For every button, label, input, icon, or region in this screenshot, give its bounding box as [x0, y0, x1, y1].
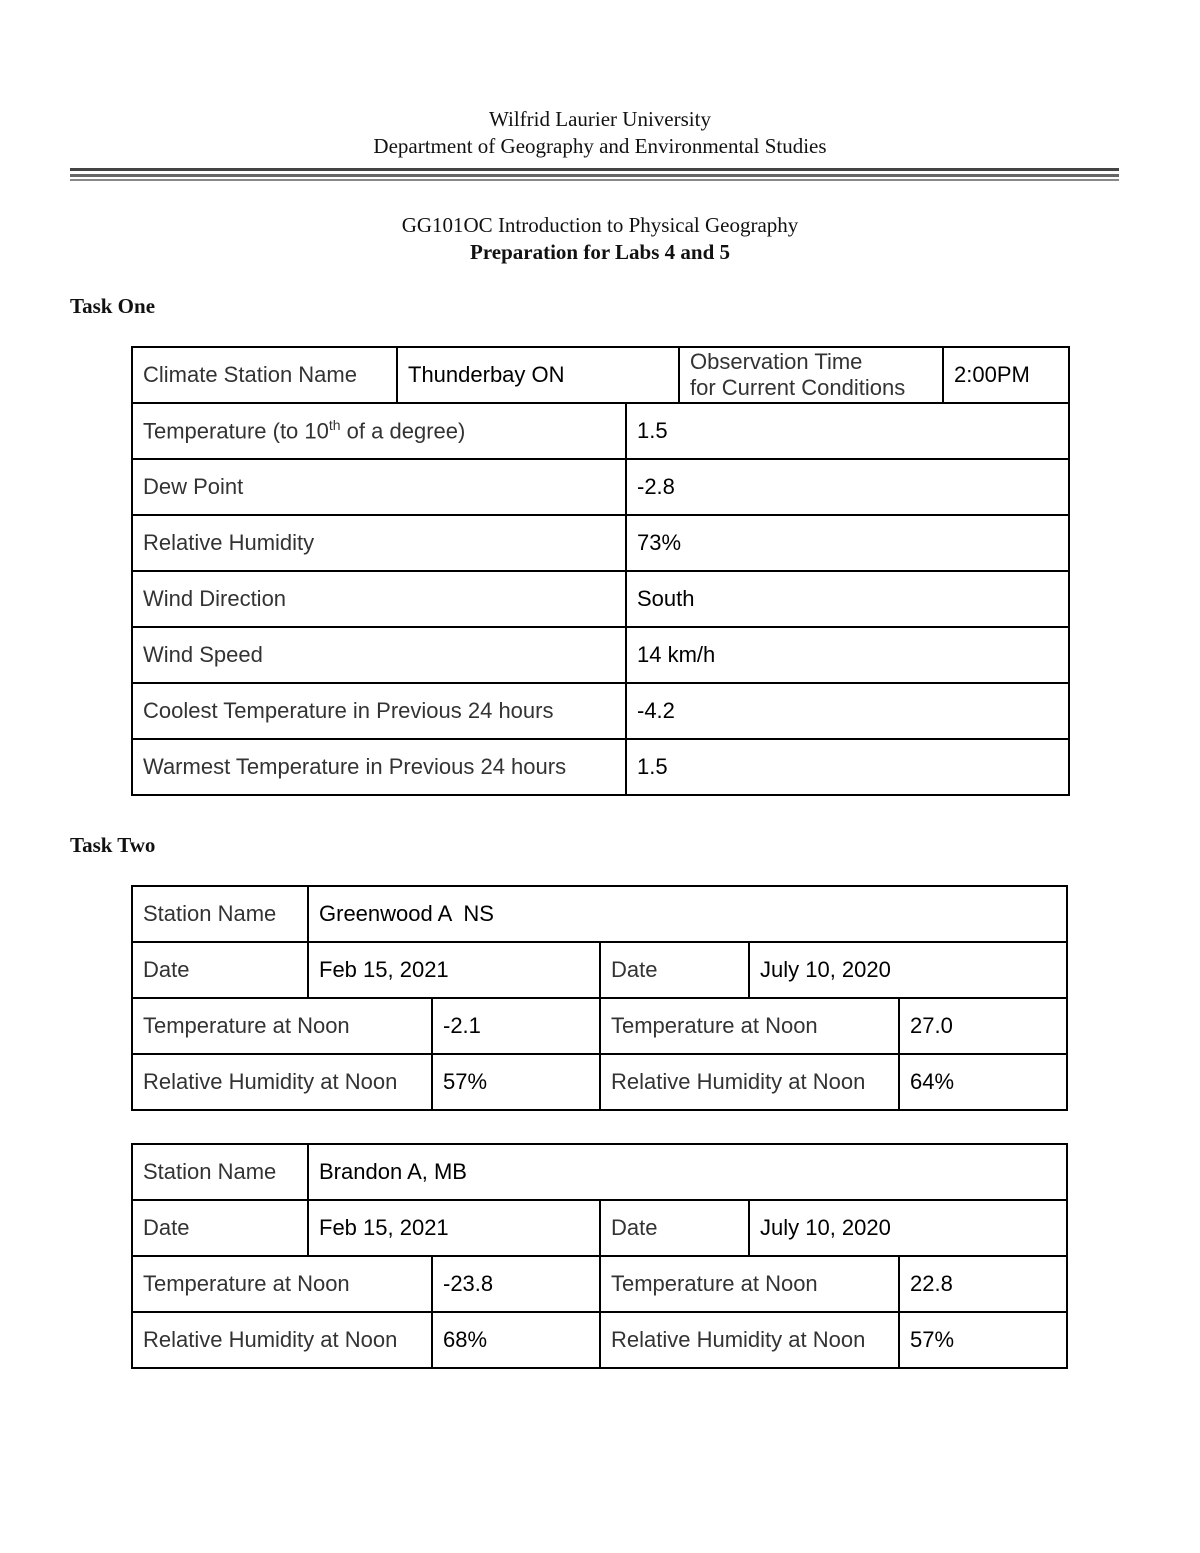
- header-divider-3: [70, 179, 1119, 181]
- noon-humidity-label: Relative Humidity at Noon: [132, 1312, 432, 1368]
- date-label: Date: [600, 1200, 749, 1256]
- table-row: [132, 1256, 1067, 1312]
- winter-date-value: Feb 15, 2021: [308, 942, 600, 998]
- wind-direction-label: Wind Direction: [132, 571, 626, 627]
- table-row: [132, 683, 1069, 739]
- temperature-label: [132, 403, 626, 459]
- dew-point-value: -2.8: [626, 459, 1069, 515]
- coolest-temperature-label: Coolest Temperature in Previous 24 hours: [132, 683, 626, 739]
- noon-humidity-label: Relative Humidity at Noon: [600, 1312, 899, 1368]
- noon-temperature-label: Temperature at Noon: [600, 998, 899, 1054]
- station-name-label: Station Name: [132, 1144, 308, 1200]
- temperature-value: 1.5: [626, 403, 1069, 459]
- table-row: [132, 515, 1069, 571]
- observation-time-value: 2:00PM: [943, 347, 1069, 403]
- warmest-temperature-value: 1.5: [626, 739, 1069, 795]
- station-name-value: Greenwood A NS: [308, 886, 1067, 942]
- table-row: [132, 571, 1069, 627]
- wind-direction-value: South: [626, 571, 1069, 627]
- station-name-value: Brandon A, MB: [308, 1144, 1067, 1200]
- temperature-label-superscript: th: [328, 417, 341, 434]
- document-subtitle: Preparation for Labs 4 and 5: [470, 240, 730, 264]
- observation-time-label-line1: Observation Time: [690, 349, 863, 374]
- table-row: [132, 347, 1069, 403]
- table-row: [132, 886, 1067, 942]
- date-label: Date: [600, 942, 749, 998]
- table-row: [132, 403, 1069, 459]
- observation-time-label: [679, 347, 943, 403]
- table-row: [132, 1144, 1067, 1200]
- table-row: [132, 1312, 1067, 1368]
- winter-noon-temperature-value: -2.1: [432, 998, 600, 1054]
- observation-time-label-line2: for Current Conditions: [690, 375, 906, 400]
- summer-noon-humidity-value: 64%: [899, 1054, 1067, 1110]
- wind-speed-label: Wind Speed: [132, 627, 626, 683]
- temperature-label-text-end: of a degree): [340, 418, 466, 444]
- department-name: Department of Geography and Environmental Studies: [373, 134, 827, 158]
- summer-noon-humidity-value: 57%: [899, 1312, 1067, 1368]
- table-row: [132, 942, 1067, 998]
- station-name-label: Station Name: [132, 886, 308, 942]
- table-row: [132, 998, 1067, 1054]
- date-label: Date: [132, 942, 308, 998]
- temperature-label-text: Temperature (to 10: [143, 418, 329, 444]
- coolest-temperature-value: -4.2: [626, 683, 1069, 739]
- wind-speed-value: 14 km/h: [626, 627, 1069, 683]
- header-divider-2: [70, 174, 1119, 177]
- table-row: [132, 1200, 1067, 1256]
- noon-temperature-label: Temperature at Noon: [132, 998, 432, 1054]
- relative-humidity-value: 73%: [626, 515, 1069, 571]
- summer-date-value: July 10, 2020: [749, 942, 1067, 998]
- table-row: [132, 459, 1069, 515]
- relative-humidity-label: Relative Humidity: [132, 515, 626, 571]
- noon-temperature-label: Temperature at Noon: [132, 1256, 432, 1312]
- course-title: GG101OC Introduction to Physical Geography: [401, 213, 799, 237]
- dew-point-label: Dew Point: [132, 459, 626, 515]
- summer-date-value: July 10, 2020: [749, 1200, 1067, 1256]
- table-row: [132, 627, 1069, 683]
- noon-humidity-label: Relative Humidity at Noon: [132, 1054, 432, 1110]
- task-one-heading: Task One: [70, 294, 156, 318]
- station-table-greenwood: [131, 885, 1068, 1111]
- winter-date-value: Feb 15, 2021: [308, 1200, 600, 1256]
- summer-noon-temperature-value: 27.0: [899, 998, 1067, 1054]
- station-table-brandon: [131, 1143, 1068, 1369]
- task-two-heading: Task Two: [70, 833, 156, 857]
- date-label: Date: [132, 1200, 308, 1256]
- task-one-table: [131, 346, 1070, 796]
- header-divider-1: [70, 168, 1119, 171]
- station-name-label: Climate Station Name: [132, 347, 397, 403]
- station-name-value: Thunderbay ON: [397, 347, 679, 403]
- winter-noon-humidity-value: 68%: [432, 1312, 600, 1368]
- university-name: Wilfrid Laurier University: [489, 107, 711, 131]
- summer-noon-temperature-value: 22.8: [899, 1256, 1067, 1312]
- table-row: [132, 1054, 1067, 1110]
- noon-temperature-label: Temperature at Noon: [600, 1256, 899, 1312]
- winter-noon-temperature-value: -23.8: [432, 1256, 600, 1312]
- winter-noon-humidity-value: 57%: [432, 1054, 600, 1110]
- table-row: [132, 739, 1069, 795]
- warmest-temperature-label: Warmest Temperature in Previous 24 hours: [132, 739, 626, 795]
- noon-humidity-label: Relative Humidity at Noon: [600, 1054, 899, 1110]
